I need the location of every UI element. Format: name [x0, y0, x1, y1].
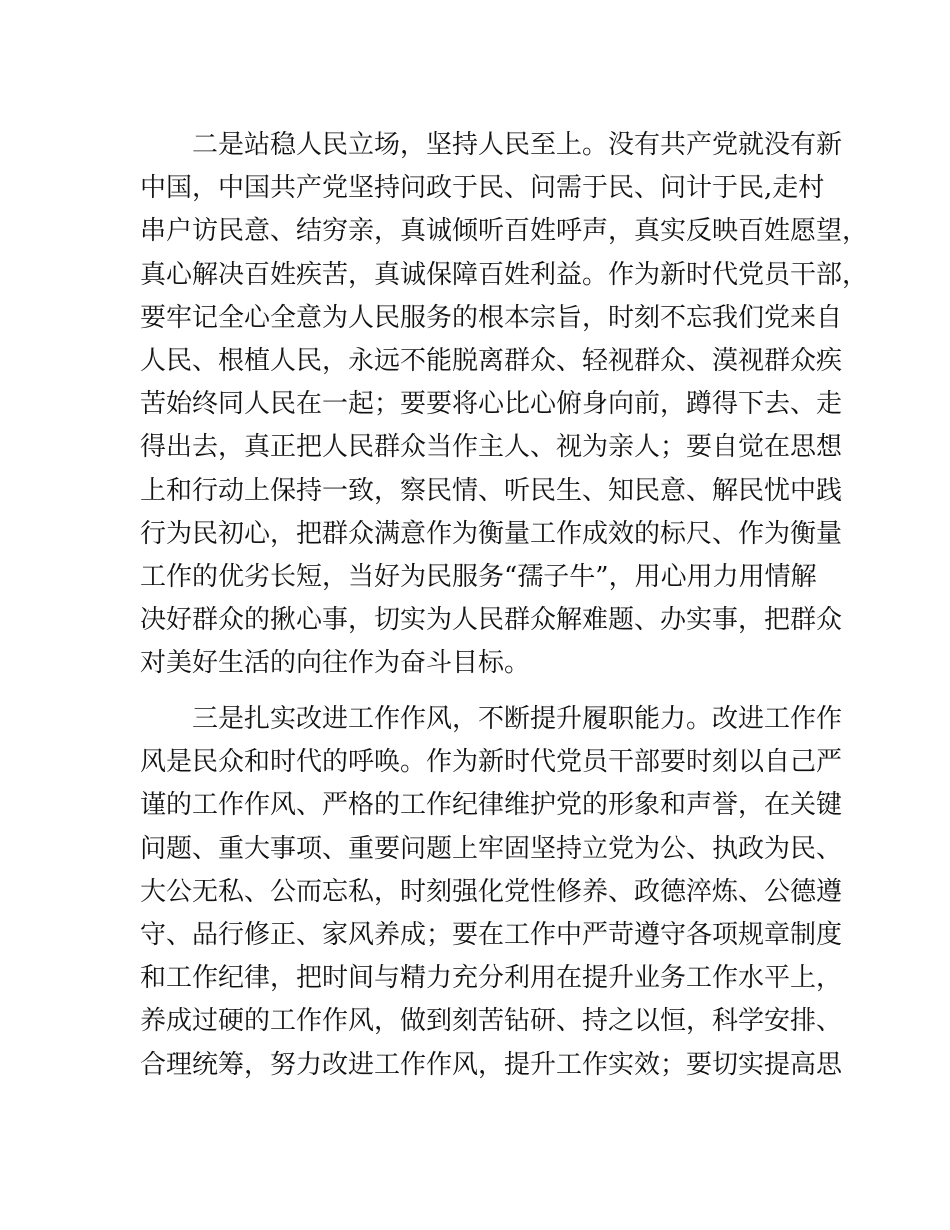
paragraph-line: 上和行动上保持一致，察民情、听民生、知民意、解民忧中践: [140, 475, 843, 506]
paragraph-line: 真心解决百姓疾苦，真诚保障百姓利益。作为新时代党员干部，: [140, 259, 869, 290]
paragraph-line: 和工作纪律，把时间与精力充分利用在提升业务工作水平上，: [140, 963, 843, 994]
paragraph-line: 二是站稳人民立场，坚持人民至上。没有共产党就没有新: [192, 130, 843, 160]
paragraph-line: 大公无私、公而忘私，时刻强化党性修养、政德淬炼、公德遵: [140, 876, 843, 907]
paragraph-stand-with-people: [140, 124, 869, 685]
paragraph-line: 对美好生活的向往作为奋斗目标。: [140, 648, 531, 679]
paragraph-line: 问题、重大事项、重要问题上牢固坚持立党为公、执政为民、: [140, 833, 843, 864]
paragraph-line: 谨的工作作风、严格的工作纪律维护党的形象和声誉，在关键: [140, 790, 843, 821]
paragraph-improve-work-style: [140, 698, 843, 1087]
paragraph-line: 合理统筹，努力改进工作作风，提升工作实效；要切实提高思: [140, 1049, 843, 1080]
paragraph-line: 养成过硬的工作作风，做到刻苦钻研、持之以恒，科学安排、: [140, 1006, 843, 1037]
paragraph-line: 中国，中国共产党坚持问政于民、问需于民、问计于民,走村: [140, 173, 825, 204]
paragraph-line: 苦始终同人民在一起；要要将心比心俯身向前，蹲得下去、走: [140, 389, 843, 420]
paragraph-line: 决好群众的揪心事，切实为人民群众解难题、办实事，把群众: [140, 605, 843, 636]
paragraph-line: 工作的优劣长短，当好为民服务“孺子牛”，用心用力用情解: [140, 561, 817, 592]
paragraph-line: 得出去，真正把人民群众当作主人、视为亲人；要自觉在思想: [140, 432, 843, 463]
paragraph-line: 行为民初心，把群众满意作为衡量工作成效的标尺、作为衡量: [140, 518, 843, 549]
paragraph-line: 风是民众和时代的呼唤。作为新时代党员干部要时刻以自己严: [140, 747, 843, 778]
paragraph-line: 守、品行修正、家风养成；要在工作中严苛遵守各项规章制度: [140, 919, 843, 950]
paragraph-line: 要牢记全心全意为人民服务的根本宗旨，时刻不忘我们党来自: [140, 302, 843, 333]
paragraph-line: 串户访民意、结穷亲，真诚倾听百姓呼声，真实反映百姓愿望，: [140, 216, 869, 247]
paragraph-line: 三是扎实改进工作作风，不断提升履职能力。改进工作作: [192, 704, 843, 734]
paragraph-line: 人民、根植人民，永远不能脱离群众、轻视群众、漠视群众疾: [140, 345, 843, 376]
